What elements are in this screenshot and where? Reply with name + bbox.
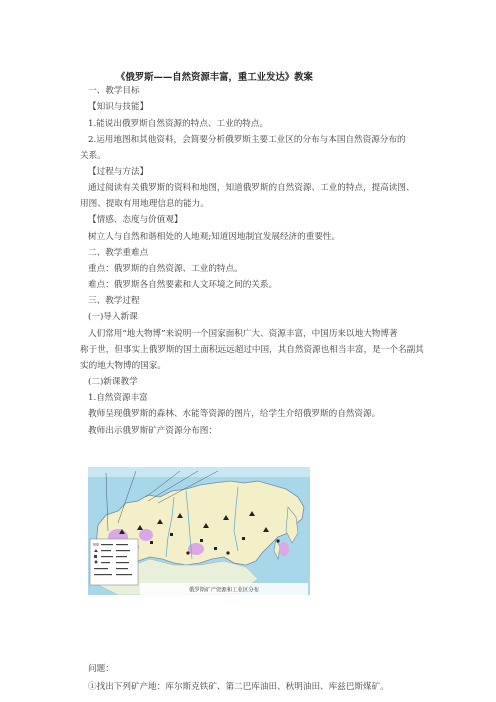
map-legend-text-bar <box>116 562 129 563</box>
map-legend-text-bar <box>101 562 110 563</box>
heading-teaching-goals: 一、教学目标 <box>88 86 140 96</box>
heading-introduction: (一)导入新课 <box>88 312 138 322</box>
map-legend-text-bar <box>116 550 130 551</box>
heading-process-methods: 【过程与方法】 <box>88 167 149 177</box>
russia-mineral-map <box>88 467 310 595</box>
map-arctic-band <box>88 467 310 477</box>
paragraph-process: 通过阅读有关俄罗斯的资料和地图，知道俄罗斯的自然资源、工业的特点，提高读图、 <box>88 183 415 193</box>
map-marker-square <box>214 547 217 550</box>
map-marker-dot <box>276 539 279 542</box>
document-title: 《俄罗斯——自然资源丰富，重工业发达》教案 <box>116 72 313 83</box>
heading-natural-resources: 1.自然资源丰富 <box>88 393 148 403</box>
map-legend-text-bar <box>101 556 113 557</box>
paragraph-intro: 人们常用“地大物博”来说明一个国家面积广大、资源丰富，中国历来以地大物博著 <box>88 329 398 339</box>
map-marker-dot <box>186 551 189 554</box>
map-legend-text-bar <box>94 568 108 569</box>
paragraph-goal-2: 2.运用地图和其他资料，会简要分析俄罗斯主要工业区的分布与本国自然资源分布的 <box>88 135 406 145</box>
heading-key-points: 二、教学重难点 <box>88 248 149 258</box>
paragraph-key-point: 重点：俄罗斯的自然资源、工业的特点。 <box>88 264 243 274</box>
heading-new-lesson: (二)新课教学 <box>88 377 138 387</box>
paragraph-difficult-point: 难点：俄罗斯各自然要素和人文环境之间的关系。 <box>88 280 278 290</box>
paragraph-goal-2-cont: 关系。 <box>80 151 106 161</box>
map-marker-square <box>242 537 245 540</box>
paragraph-resources-intro: 教师呈现俄罗斯的森林、水能等资源的图片，给学生介绍俄罗斯的自然资源。 <box>88 409 381 419</box>
paragraph-question-1: ①找出下列矿产地：库尔斯克铁矿、第二巴库油田、秋明油田、库兹巴斯煤矿。 <box>88 682 389 692</box>
map-marker-dot <box>226 551 229 554</box>
paragraph-process-cont: 用图、提取有用地理信息的能力。 <box>80 199 209 209</box>
heading-teaching-process: 三、教学过程 <box>88 296 140 306</box>
map-marker-square <box>170 533 173 536</box>
paragraph-goal-1: 1.能说出俄罗斯自然资源的特点、工业的特点。 <box>88 119 269 129</box>
map-legend-square <box>94 555 97 558</box>
heading-knowledge-skills: 【知识与技能】 <box>88 102 149 112</box>
map-legend-dot <box>95 561 98 564</box>
map-legend-swatch <box>93 543 99 546</box>
heading-attitudes-values: 【情感、态度与价值观】 <box>88 215 183 225</box>
paragraph-map-intro: 教师出示俄罗斯矿产资源分布图： <box>88 426 217 436</box>
map-legend-text-bar <box>116 574 132 575</box>
paragraph-intro-cont-2: 实的地大物博的国家。 <box>80 361 166 371</box>
map-industrial-far-east <box>279 542 289 556</box>
map-legend-text-bar <box>94 574 112 575</box>
heading-questions: 问题： <box>88 664 114 674</box>
map-legend-text-bar <box>116 556 127 557</box>
map-marker-square <box>150 541 153 544</box>
map-legend-text-bar <box>101 550 111 551</box>
map-industrial-ural <box>139 529 153 541</box>
map-marker-square <box>200 539 203 542</box>
map-caption: 俄罗斯矿产资源和工业区分布 <box>188 587 260 594</box>
paragraph-values: 树立人与自然和谐相处的人地观;知道因地制宜发展经济的重要性。 <box>88 232 341 242</box>
map-legend-text-bar <box>116 544 128 545</box>
map-legend-text-bar <box>101 544 113 545</box>
map-legend-text-bar <box>116 568 128 569</box>
paragraph-intro-cont-1: 称于世，但事实上俄罗斯的国土面积远远超过中国，其自然资源也相当丰富，是一个名副其 <box>80 345 424 355</box>
